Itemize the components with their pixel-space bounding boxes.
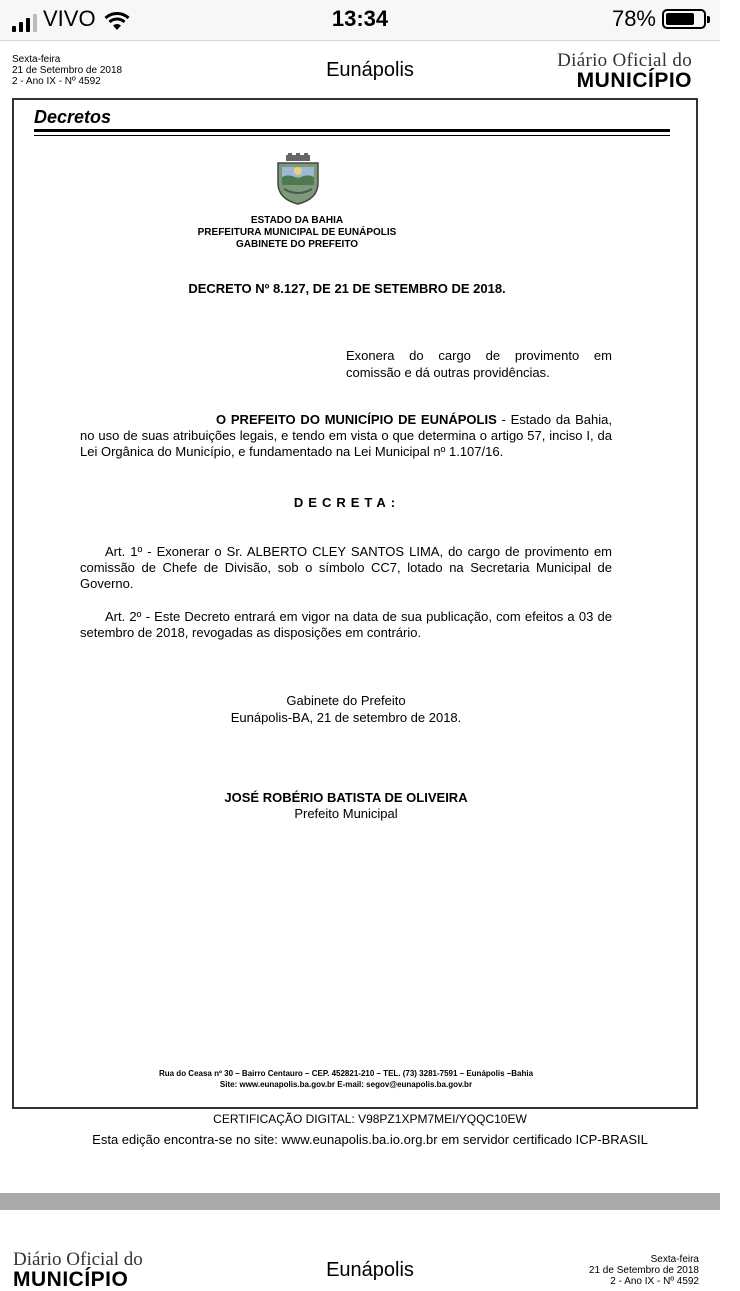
status-right xyxy=(612,6,706,32)
municipal-crest-icon xyxy=(272,153,324,205)
next-issue-date: 21 de Setembro de 2018 xyxy=(588,1265,699,1276)
decree-title: DECRETO Nº 8.127, DE 21 DE SETEMBRO DE 2018. xyxy=(188,281,506,296)
digital-certification: CERTIFICAÇÃO DIGITAL: V98PZ1XPM7MEI/YQQC10EW xyxy=(213,1112,527,1126)
next-logo-line2: MUNICÍPIO xyxy=(13,1268,129,1291)
place-line: Gabinete do Prefeito xyxy=(286,693,406,708)
letterhead-gabinete: GABINETE DO PREFEITO xyxy=(235,239,359,250)
letterhead-state: ESTADO DA BAHIA xyxy=(250,215,344,226)
address-line: Rua do Ceasa nº 30 – Bairro Centauro – CEP. 452821-210 – TEL. (73) 3281-7591 – Eunápolis –Bahia xyxy=(158,1069,534,1078)
article-2: Art. 2º - Este Decreto entrará em vigor na data de sua publicação, com efeitos a 03 de setembro de 2018, revogadas as disposições em contrário. xyxy=(80,609,612,640)
decreta-heading: DECRETA: xyxy=(293,495,401,510)
article-1: Art. 1º - Exonerar o Sr. ALBERTO CLEY SANTOS LIMA, do cargo de provimento em comissão de Chefe de Divisão, sob o símbolo CC7, lotado na Secretaria Municipal de Governo. xyxy=(80,544,612,591)
carrier-label: VIVO xyxy=(43,6,96,31)
edition-note: Esta edição encontra-se no site: www.eunapolis.ba.io.org.br em servidor certificado ICP-BRASIL xyxy=(92,1132,648,1147)
city-title: Eunápolis xyxy=(326,59,414,81)
logo-line2: MUNICÍPIO xyxy=(576,69,692,92)
letterhead-prefeitura: PREFEITURA MUNICIPAL DE EUNÁPOLIS xyxy=(197,227,397,238)
letterhead xyxy=(150,215,444,251)
battery-percent: 78% xyxy=(611,6,656,31)
signature-block xyxy=(176,790,516,822)
page-separator xyxy=(0,1193,720,1210)
battery-icon xyxy=(662,9,706,29)
footer-address xyxy=(60,1068,632,1090)
clock: 13:34 xyxy=(331,6,389,31)
issue-edition: 2 - Ano IX - Nº 4592 xyxy=(12,76,101,87)
next-logo-line1: Diário Oficial do xyxy=(13,1249,143,1270)
gazette-logo xyxy=(557,51,692,92)
site-email-line: Site: www.eunapolis.ba.gov.br E-mail: segov@eunapolis.ba.gov.br xyxy=(219,1080,473,1089)
place-date xyxy=(176,692,516,726)
battery-fill xyxy=(666,13,694,25)
next-issue-weekday: Sexta-feira xyxy=(650,1254,699,1265)
section-rule-thin xyxy=(34,135,670,136)
next-issue-edition: 2 - Ano IX - Nº 4592 xyxy=(610,1276,699,1287)
preamble-authority: O PREFEITO DO MUNICÍPIO DE EUNÁPOLIS xyxy=(216,412,497,427)
signer-title: Prefeito Municipal xyxy=(294,806,398,821)
next-issue-info xyxy=(589,1254,699,1287)
section-title: Decretos xyxy=(34,107,112,127)
decree-summary: Exonera do cargo de provimento em comissão e dá outras providências. xyxy=(346,348,612,380)
issue-date: 21 de Setembro de 2018 xyxy=(12,65,123,76)
section-rule xyxy=(34,129,670,132)
date-line: Eunápolis-BA, 21 de setembro de 2018. xyxy=(230,710,462,725)
decree-preamble xyxy=(80,412,612,460)
logo-line1: Diário Oficial do xyxy=(557,50,692,71)
issue-weekday: Sexta-feira xyxy=(12,54,61,65)
status-bar xyxy=(0,0,720,41)
next-page-header xyxy=(0,1210,720,1291)
gazette-page xyxy=(0,41,720,1193)
signer-name: JOSÉ ROBÉRIO BATISTA DE OLIVEIRA xyxy=(224,790,468,805)
preamble-text: - Estado da Bahia, no uso de suas atribuições legais, e tendo em vista o que determina o artigo 57, inciso I, da Lei Orgânica do Município, e fundamentado na Lei Municipal nº 1.107/16. xyxy=(80,412,612,459)
next-city-title: Eunápolis xyxy=(326,1259,414,1281)
